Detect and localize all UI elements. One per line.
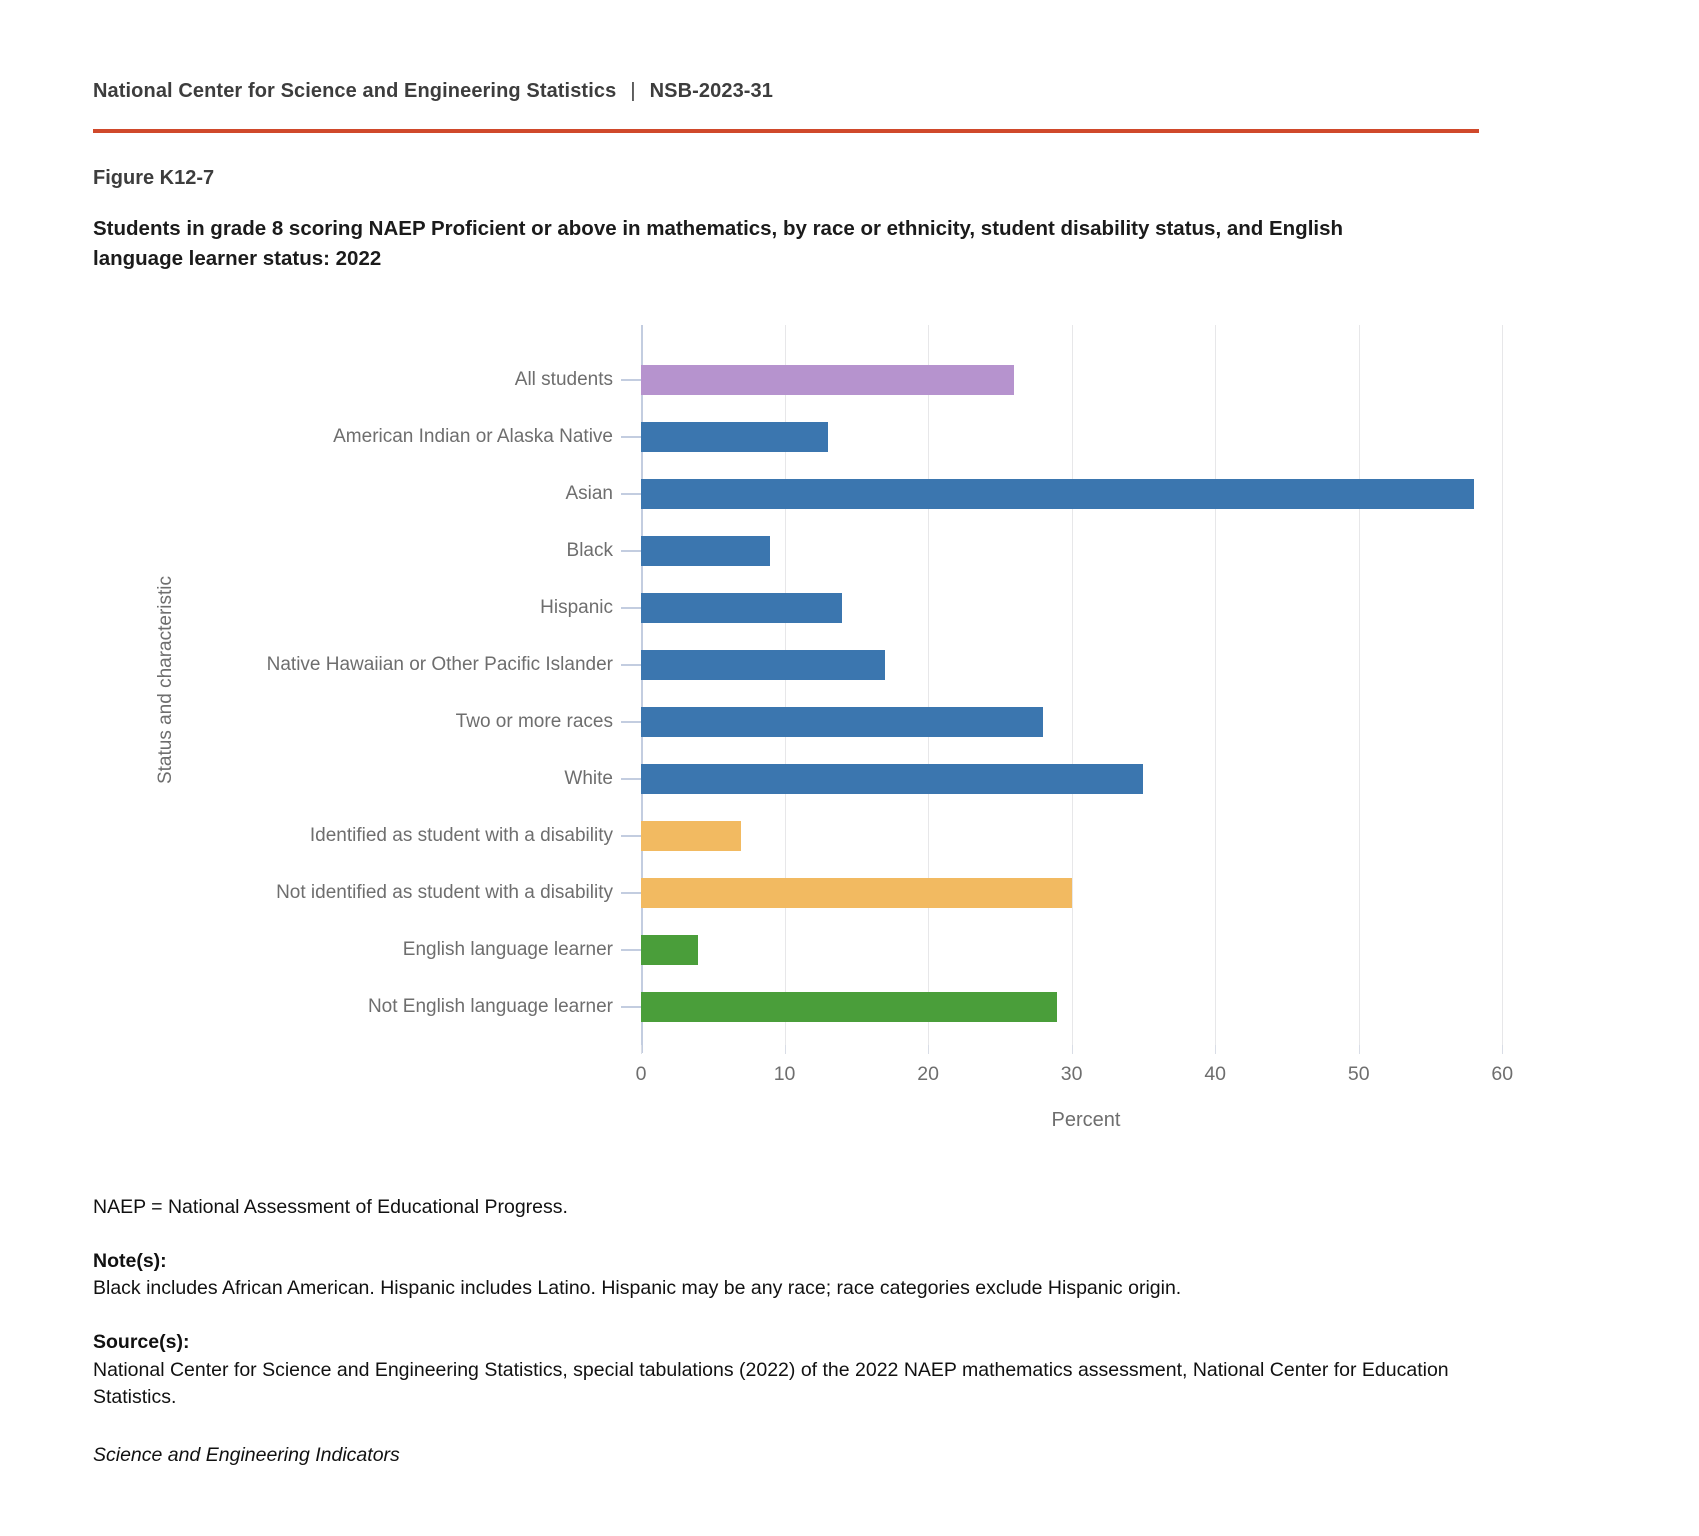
y-tick [621,664,641,666]
y-tick [621,949,641,951]
footnotes [93,1194,1606,1470]
bar [641,935,698,965]
x-axis-ticks [635,1045,1531,1103]
x-tick-label: 60 [1491,1063,1514,1086]
bar [641,878,1072,908]
report-id: NSB-2023-31 [649,80,773,102]
category-label: White [564,767,613,789]
bar [641,992,1057,1022]
y-tick [621,607,641,609]
abbreviation-note: NAEP = National Assessment of Educational Progress. [93,1196,568,1219]
x-tick-label: 20 [917,1063,939,1086]
x-axis-title: Percent [1051,1109,1121,1132]
category-label: Two or more races [455,710,613,732]
category-label: Black [566,539,613,561]
bar [641,821,741,851]
bar-area [641,935,1531,965]
y-tick [621,550,641,552]
y-tick [621,778,641,780]
bar [641,536,770,566]
chart-row [201,522,1531,579]
category-label: Not identified as student with a disability [276,881,613,903]
chart-row [201,636,1531,693]
x-tick-mark [928,1045,929,1054]
bar-area [641,365,1531,395]
chart-row [201,750,1531,807]
sources-text: National Center for Science and Engineering Statistics, special tabulations (2022) of the 2022 NAEP mathematics assessment, National Center for Education Statistics. [93,1358,1449,1409]
bar-area [641,536,1531,566]
chart-row [201,807,1531,864]
bar-area [641,479,1531,509]
bar [641,707,1043,737]
document-header [93,80,1606,103]
chart-row [201,465,1531,522]
bar [641,593,842,623]
x-tick-label: 0 [635,1063,647,1086]
category-label: English language learner [402,938,613,960]
bar-area [641,707,1531,737]
category-label: Identified as student with a disability [309,824,613,846]
category-label: All students [514,368,613,390]
bar-area [641,593,1531,623]
bar-area [641,650,1531,680]
chart-row [201,921,1531,978]
chart-row [201,978,1531,1035]
x-tick-mark [1072,1045,1073,1054]
x-tick-mark [641,1045,642,1054]
chart-row [201,579,1531,636]
bar-area [641,992,1531,1022]
y-tick [621,379,641,381]
chart-rows [201,325,1531,1045]
category-label: Hispanic [540,596,613,618]
category-label: Asian [565,482,613,504]
attribution: Science and Engineering Indicators [93,1444,400,1467]
x-tick-label: 50 [1347,1063,1370,1086]
x-tick-label: 40 [1204,1063,1227,1086]
figure-title: Students in grade 8 scoring NAEP Proficient or above in mathematics, by race or ethnicity, student disability status, and English language learner status: 2022 [93,217,1344,270]
y-tick [621,1006,641,1008]
x-tick-mark [785,1045,786,1054]
y-tick [621,835,641,837]
notes-text: Black includes African American. Hispanic includes Latino. Hispanic may be any race; race categories exclude Hispanic origin. [93,1277,1182,1300]
bar-chart: Status and characteristic All students American Indian or Alaska Native Asian Black Hispanic Native Hawaiian or Other Pacific Islander Two or more races White Identified as student with a disability Not identified as student with a disability English language learner Not English language learner 0 10 20 30 40 50 60 Percent [119,325,1531,1132]
x-tick-mark [1502,1045,1503,1054]
x-tick-label: 10 [773,1063,796,1086]
y-tick [621,892,641,894]
category-label: Not English language learner [367,995,613,1017]
bar [641,365,1014,395]
bar [641,650,885,680]
bar-area [641,422,1531,452]
x-tick-mark [1215,1045,1216,1054]
chart-row [201,693,1531,750]
category-label: Native Hawaiian or Other Pacific Islander [266,653,613,675]
bar [641,479,1474,509]
accent-rule [93,129,1479,133]
x-tick-mark [1359,1045,1360,1054]
figure-label: Figure K12-7 [93,167,215,189]
category-label: American Indian or Alaska Native [333,425,613,447]
chart-row [201,408,1531,465]
bar-area [641,878,1531,908]
bar [641,422,828,452]
plot-area [201,325,1531,1045]
y-tick [621,493,641,495]
sources-label: Source(s): [93,1331,190,1354]
y-tick [621,436,641,438]
y-tick [621,721,641,723]
x-tick-label: 30 [1060,1063,1083,1086]
notes-label: Note(s): [93,1249,167,1272]
bar-area [641,821,1531,851]
chart-row [201,864,1531,921]
header-separator: | [630,80,636,102]
bar [641,764,1143,794]
bar-area [641,764,1531,794]
org-name: National Center for Science and Engineering Statistics [93,80,617,102]
chart-row [201,351,1531,408]
